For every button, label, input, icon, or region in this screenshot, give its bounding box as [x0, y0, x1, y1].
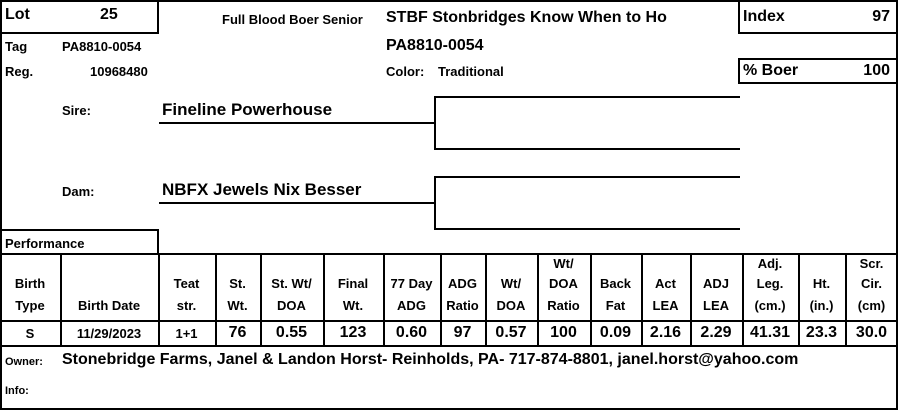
col-header-adj-lea-line3: LEA	[703, 298, 729, 313]
col-header-scrotal-circumference-line2: Cir.	[861, 276, 882, 291]
col-header-final-weight-line2: Final	[337, 276, 369, 291]
col-header-adj-leg-line2: Leg.	[756, 276, 784, 291]
tag-number: PA8810-0054	[62, 39, 142, 54]
col-header-back-fat-line2: Back	[599, 276, 632, 291]
registration-number: 10968480	[90, 64, 148, 79]
col-header-act-lea-line2: Act	[655, 276, 676, 291]
col-header-height-line2: Ht.	[812, 276, 831, 291]
col-header-adg-77-day-line3: ADG	[397, 298, 426, 313]
value-adg-ratio: 97	[453, 324, 472, 341]
col-header-wt-doa-line3: DOA	[496, 298, 526, 313]
value-birth-date: 11/29/2023	[76, 326, 142, 341]
value-adj-leg: 41.31	[749, 324, 791, 341]
index-value: 97	[872, 8, 890, 25]
lot-number: 25	[100, 6, 118, 23]
col-header-wt-doa-line2: Wt/	[500, 276, 522, 291]
col-header-adj-lea-line2: ADJ	[702, 276, 729, 291]
col-header-start-weight-line2: St.	[229, 276, 246, 291]
dam-name: NBFX Jewels Nix Besser	[162, 180, 362, 199]
value-act-lea: 2.16	[649, 324, 682, 341]
info-label: Info:	[5, 385, 29, 397]
class-label: Full Blood Boer Senior	[222, 12, 363, 27]
col-header-birth-date-line3: Birth Date	[77, 298, 141, 313]
value-start-wt-doa: 0.55	[275, 324, 308, 341]
index-label: Index	[743, 8, 785, 25]
col-header-adg-ratio-line3: Ratio	[446, 298, 479, 313]
tag-label: Tag	[5, 39, 28, 54]
col-header-wt-doa-ratio-line1: Wt/	[553, 256, 574, 271]
col-header-start-wt-doa-line3: DOA	[277, 298, 306, 313]
animal-name: STBF Stonbridges Know When to Ho	[386, 9, 667, 26]
col-header-scrotal-circumference-line1: Scr.	[859, 256, 884, 271]
col-header-wt-doa-ratio-line3: Ratio	[547, 298, 580, 313]
boer-label: % Boer	[743, 62, 799, 79]
color-value: Traditional	[438, 64, 504, 79]
lot-label: Lot	[5, 6, 30, 23]
value-adg-77-day: 0.60	[395, 324, 428, 341]
boer-value: 100	[863, 62, 890, 79]
col-header-start-wt-doa-line2: St. Wt/	[271, 276, 312, 291]
col-header-back-fat-line3: Fat	[605, 298, 626, 313]
header-values-divider	[0, 320, 898, 322]
col-header-final-weight-line3: Wt.	[342, 298, 364, 313]
col-header-adg-77-day-line2: 77 Day	[390, 276, 433, 291]
col-header-teat-structure-line2: Teat	[173, 276, 200, 291]
value-final-weight: 123	[339, 324, 367, 341]
value-back-fat: 0.09	[599, 324, 632, 341]
color-label: Color:	[386, 64, 425, 79]
col-header-adg-ratio-line2: ADG	[448, 276, 477, 291]
sire-label: Sire:	[62, 103, 91, 118]
col-header-act-lea-line3: LEA	[652, 298, 679, 313]
sire-name: Fineline Powerhouse	[162, 100, 333, 119]
col-header-teat-structure-line3: str.	[176, 298, 197, 313]
col-header-birth-type-line3: Type	[15, 298, 45, 313]
col-header-start-weight-line3: Wt.	[227, 298, 248, 313]
performance-label: Performance	[5, 236, 85, 251]
col-header-height-line3: (in.)	[809, 298, 834, 313]
value-scrotal-circumference: 30.0	[855, 324, 888, 341]
value-wt-doa: 0.57	[495, 324, 527, 341]
col-header-adj-leg-line3: (cm.)	[754, 298, 786, 313]
value-wt-doa-ratio: 100	[550, 324, 577, 341]
col-header-adj-leg-line1: Adj.	[757, 256, 783, 271]
owner-divider	[0, 345, 898, 347]
value-birth-type: S	[25, 326, 35, 341]
owner-value: Stonebridge Farms, Janel & Landon Horst- Reinholds, PA- 717-874-8801, janel.horst@yahoo.com	[62, 351, 799, 368]
value-adj-lea: 2.29	[700, 324, 732, 341]
value-teat-structure: 1+1	[175, 326, 198, 341]
value-start-weight: 76	[228, 324, 247, 341]
animal-tag: PA8810-0054	[386, 37, 484, 54]
reg-label: Reg.	[5, 64, 34, 79]
col-header-birth-type-line2: Birth	[14, 276, 46, 291]
col-header-scrotal-circumference-line3: (cm)	[857, 298, 886, 313]
col-header-wt-doa-ratio-line2: DOA	[549, 276, 578, 291]
value-height: 23.3	[805, 324, 838, 341]
dam-label: Dam:	[62, 184, 95, 199]
owner-label: Owner:	[5, 356, 43, 368]
